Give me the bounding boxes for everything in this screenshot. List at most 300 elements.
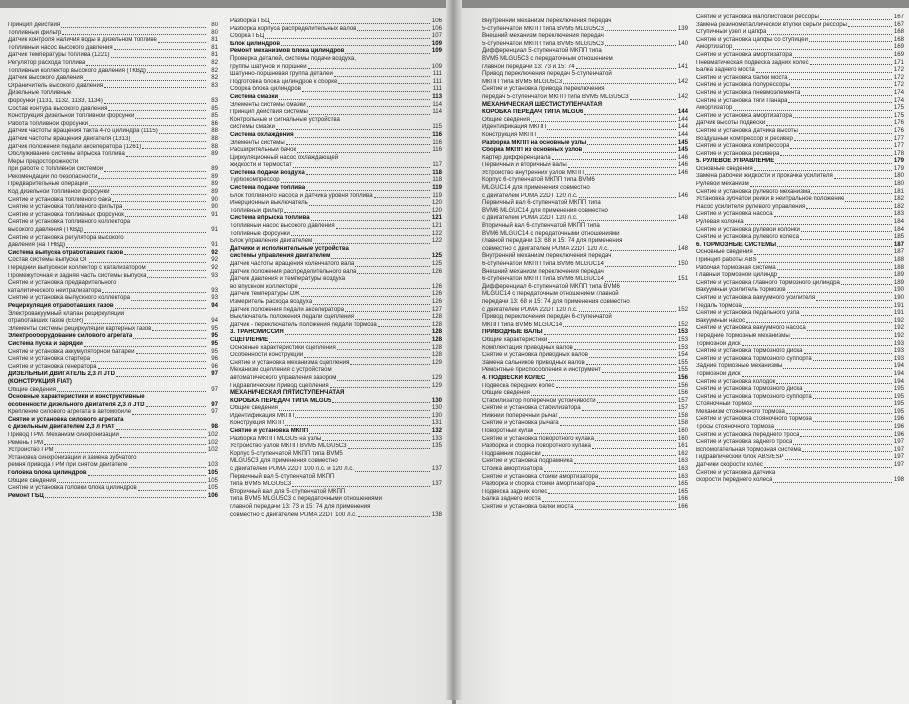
right-page-column-2 <box>696 14 904 704</box>
toc-page-number: 115 <box>432 124 442 131</box>
toc-entry-title: Передний выпускной коллектор с катализатором <box>8 265 146 271</box>
toc-entry-title: BVM6 MLGUC14 с передаточными отношениями <box>482 230 620 237</box>
toc-dot-leader <box>89 261 206 263</box>
toc-dot-leader <box>125 215 206 217</box>
toc-entry <box>482 345 688 353</box>
toc-entry <box>8 409 218 417</box>
toc-page-number: 178 <box>893 150 904 157</box>
toc-entry <box>696 371 904 379</box>
toc-entry-title: Снятие и установка регулятора высокого <box>8 234 124 241</box>
toc-page-number: 109 <box>431 48 442 55</box>
toc-dot-leader <box>534 432 675 434</box>
toc-dot-leader <box>563 325 676 327</box>
toc-dot-leader <box>322 439 430 441</box>
toc-dot-leader <box>597 401 676 403</box>
toc-dot-leader <box>574 462 676 464</box>
toc-dot-leader <box>758 261 892 263</box>
toc-page-number: 146 <box>677 154 688 161</box>
toc-entry-title: Конструкция МКПП <box>230 420 285 427</box>
toc-dot-leader <box>548 492 676 494</box>
toc-entry <box>696 219 904 227</box>
toc-page-number: 93 <box>211 295 218 302</box>
toc-entry <box>696 333 904 341</box>
toc-dot-leader <box>102 291 206 293</box>
toc-page-number: 129 <box>431 382 442 389</box>
toc-entry-title: Контрольные и сигнальные устройства <box>230 116 340 123</box>
toc-dot-leader <box>799 132 892 134</box>
toc-page-number: 187 <box>893 249 904 256</box>
toc-entry <box>230 337 442 345</box>
toc-dot-leader <box>357 272 430 274</box>
toc-dot-leader <box>337 348 430 350</box>
toc-entry <box>696 409 904 417</box>
toc-dot-leader <box>848 25 892 27</box>
toc-entry <box>8 174 218 182</box>
toc-page-number: 195 <box>893 401 904 408</box>
toc-entry-title: 6-ступенчатой МКПП типа BVM6 MLGUC14 <box>482 261 604 267</box>
toc-dot-leader <box>306 173 430 175</box>
toc-entry <box>696 136 904 144</box>
toc-page-number: 189 <box>893 272 904 279</box>
toc-entry-title: Циркуляционный насос охлаждающей <box>230 154 339 161</box>
toc-entry-title: Снятие и установка амортизатора <box>696 112 793 119</box>
toc-dot-leader <box>602 371 676 373</box>
toc-page-number: 174 <box>893 97 904 104</box>
toc-dot-leader <box>804 352 892 354</box>
toc-page-number: 127 <box>431 306 442 313</box>
toc-entry <box>8 379 218 387</box>
toc-page-number: 89 <box>211 189 218 196</box>
toc-dot-leader <box>790 147 891 149</box>
toc-entry <box>482 428 688 436</box>
toc-entry <box>696 265 904 273</box>
toc-dot-leader <box>845 200 892 202</box>
toc-entry <box>230 276 442 284</box>
toc-dot-leader <box>791 86 892 88</box>
toc-dot-leader <box>285 424 430 426</box>
toc-dot-leader <box>84 79 206 81</box>
toc-dot-leader <box>542 454 676 456</box>
toc-entry-title: Рекомендации по безопасности <box>8 173 98 180</box>
toc-entry <box>482 177 688 185</box>
toc-page-number: 153 <box>677 329 688 336</box>
toc-page-number: 184 <box>893 226 904 233</box>
toc-entry-title: Разборка МКПП MLGU5 на узлы <box>230 435 322 442</box>
toc-entry-title: Подрамник подвески <box>482 450 541 457</box>
toc-entry <box>482 215 688 223</box>
toc-page-number: 188 <box>893 257 904 263</box>
toc-dot-leader <box>605 44 676 46</box>
toc-entry-title: Замена сальников приводных валов <box>482 359 585 366</box>
toc-entry <box>482 208 688 216</box>
toc-entry <box>482 474 688 482</box>
toc-dot-leader <box>66 246 206 248</box>
toc-entry <box>230 512 442 520</box>
toc-dot-leader <box>131 299 206 301</box>
toc-page-number: 163 <box>677 458 688 465</box>
toc-entry-title: главной передачи 13: 73 и 15: 74 для применения <box>230 504 371 510</box>
toc-dot-leader <box>152 329 206 331</box>
toc-dot-leader <box>337 379 429 381</box>
toc-page-number: 176 <box>893 120 904 127</box>
toc-entry-title: Датчики скорости колес <box>696 462 763 469</box>
toc-page-number: 165 <box>677 481 688 488</box>
toc-entry-title: Насос усилителя рулевого управления <box>696 203 806 210</box>
toc-dot-leader <box>295 416 430 418</box>
toc-dot-leader <box>806 207 892 209</box>
toc-entry-title: Электрооборудование силового агрегата <box>8 333 133 340</box>
toc-entry <box>230 223 442 231</box>
toc-entry <box>230 413 442 421</box>
toc-entry <box>696 196 904 204</box>
toc-page-number: 158 <box>677 412 688 419</box>
toc-entry <box>230 147 442 155</box>
toc-entry-title: Общие сведения <box>8 477 56 484</box>
toc-entry-title: Снятие и установка аккумуляторной батареи <box>8 348 135 355</box>
toc-entry <box>482 314 688 322</box>
toc-entry-title: Основные сведения <box>696 165 753 172</box>
toc-dot-leader <box>775 428 892 430</box>
toc-entry <box>696 272 904 280</box>
toc-dot-leader <box>304 356 430 358</box>
toc-page-number: 81 <box>211 44 218 51</box>
toc-page-number: 179 <box>893 158 904 165</box>
toc-entry-title: Устройство ГРМ <box>8 447 54 454</box>
toc-page-number: 97 <box>211 386 218 393</box>
toc-dot-leader <box>62 33 206 35</box>
toc-entry <box>696 341 904 349</box>
toc-entry-title: Система выпуска отработавших газов <box>8 249 124 256</box>
toc-entry <box>482 79 688 87</box>
toc-entry <box>482 185 688 193</box>
toc-dot-leader <box>332 401 430 403</box>
toc-entry <box>230 56 442 64</box>
toc-page-number: 131 <box>431 420 442 427</box>
toc-dot-leader <box>548 341 676 343</box>
toc-entry <box>230 109 442 117</box>
toc-page-number: 111 <box>432 71 442 78</box>
toc-dot-leader <box>773 481 891 483</box>
toc-entry <box>230 261 442 269</box>
toc-page-number: 95 <box>211 340 218 347</box>
toc-entry <box>482 276 688 284</box>
toc-entry <box>8 204 218 212</box>
toc-dot-leader <box>147 269 206 271</box>
toc-entry <box>8 227 218 235</box>
toc-dot-leader <box>756 71 892 73</box>
toc-page-number: 83 <box>211 82 218 89</box>
toc-dot-leader <box>309 113 430 115</box>
toc-page-number: 197 <box>893 446 904 453</box>
toc-entry-title: КОРОБКА ПЕРЕДАЧ ТИПА MLGU5 <box>230 397 332 404</box>
toc-page-number: 91 <box>211 211 218 218</box>
toc-entry <box>482 291 688 299</box>
toc-entry <box>8 121 218 129</box>
toc-page-number: 122 <box>431 238 442 245</box>
toc-dot-leader <box>811 192 891 194</box>
toc-page-number: 145 <box>677 139 688 146</box>
toc-entry <box>8 90 218 98</box>
toc-dot-leader <box>138 489 206 491</box>
toc-page-number: 163 <box>677 466 688 473</box>
toc-page-number: 190 <box>893 287 904 294</box>
toc-entry-title: Снятие и установка рулевой колонки <box>696 226 800 233</box>
toc-entry-title: Балка заднего моста <box>482 496 541 503</box>
toc-page-number: 195 <box>893 393 904 400</box>
toc-entry <box>482 162 688 170</box>
toc-entry <box>8 326 218 334</box>
toc-page-number: 81 <box>211 52 218 59</box>
toc-dot-leader <box>791 337 892 339</box>
toc-page-number: 94 <box>211 302 218 309</box>
toc-entry <box>8 219 218 227</box>
toc-entry <box>230 496 442 504</box>
toc-dot-leader <box>135 117 206 119</box>
toc-page-number: 152 <box>677 321 688 328</box>
toc-entry <box>8 128 218 136</box>
toc-entry-title: Датчик положения педали акселератора (1261) <box>8 143 142 150</box>
toc-entry-title: 6-ступенчатой МКПП типа BVM6 MLGUC14 <box>482 276 604 283</box>
toc-dot-leader <box>330 386 430 388</box>
toc-dot-leader <box>583 151 676 153</box>
toc-entry <box>8 394 218 402</box>
toc-page-number: 142 <box>677 78 688 85</box>
toc-entry-title: при работе с топливной системой <box>8 166 104 173</box>
toc-entry-title: Вспомогательная тормозная система <box>696 446 802 453</box>
toc-entry-title: Внутренний механизм переключения передач <box>482 18 612 24</box>
toc-page-number: 126 <box>431 291 442 298</box>
toc-page-number: 152 <box>677 306 688 313</box>
toc-dot-leader <box>793 116 892 118</box>
toc-page-number: 96 <box>211 363 218 370</box>
toc-entry-title: Гидравлический привод сцепления <box>230 382 329 389</box>
toc-entry-title: Снятие и установка вакуумного насоса <box>696 325 806 332</box>
toc-entry-title: 4. ПОДВЕСКИ КОЛЕС <box>482 374 546 381</box>
toc-dot-leader <box>579 310 676 312</box>
toc-page-number: 126 <box>431 268 442 275</box>
toc-dot-leader <box>313 242 430 244</box>
toc-entry-title: Внешний механизм переключения передач <box>482 33 604 40</box>
toc-entry-title: ремня привода ГРМ при снятом двигателе <box>8 462 128 469</box>
toc-entry <box>696 462 904 470</box>
toc-page-number: 151 <box>677 276 688 283</box>
toc-entry-title: Предварительные операции <box>8 181 88 188</box>
toc-entry <box>8 333 218 341</box>
toc-page-number: 188 <box>893 264 904 271</box>
toc-entry <box>8 478 218 486</box>
toc-page-number: 192 <box>893 317 904 324</box>
toc-entry <box>230 155 442 163</box>
toc-entry <box>230 458 442 466</box>
toc-page-number: 169 <box>893 44 904 51</box>
toc-dot-leader <box>89 124 206 126</box>
toc-entry-title: Привод переключения передач 5-ступенчатой <box>482 71 612 78</box>
toc-dot-leader <box>293 166 430 168</box>
toc-page-number: 93 <box>211 272 218 279</box>
toc-entry <box>230 18 442 26</box>
toc-entry-title: Снятие и установка педального узла <box>696 310 800 317</box>
toc-entry-title: Система смазки <box>230 93 279 100</box>
toc-page-number: 129 <box>431 374 442 381</box>
toc-entry-title: Установка зубчатой рейки в нейтральное положение <box>696 196 845 203</box>
toc-entry-title: Основные характеристики и конструктивные <box>8 394 145 401</box>
toc-dot-leader <box>61 26 206 28</box>
toc-page-number: 190 <box>893 294 904 301</box>
toc-dot-leader <box>115 307 206 309</box>
toc-entry <box>8 440 218 448</box>
toc-entry-title: Общие характеристики <box>482 336 548 343</box>
toc-entry <box>696 22 904 30</box>
toc-page-number: 85 <box>211 113 218 120</box>
toc-dot-leader <box>142 147 206 149</box>
toc-page-number: 113 <box>432 93 442 100</box>
toc-page-number: 82 <box>211 75 218 82</box>
toc-entry-title: Система пуска и зарядки <box>8 340 83 347</box>
toc-page-number: 139 <box>677 25 688 32</box>
toc-dot-leader <box>576 67 676 69</box>
toc-entry <box>696 242 904 250</box>
toc-page-number: 118 <box>432 177 442 184</box>
toc-entry <box>230 86 442 94</box>
toc-dot-leader <box>775 162 892 164</box>
toc-entry <box>230 64 442 72</box>
toc-entry-title: BVM5 MLGU5C3 с передаточным отношением <box>482 55 613 62</box>
toc-entry <box>696 470 904 478</box>
toc-entry-title: Меры предосторожности <box>8 158 79 165</box>
toc-dot-leader <box>297 151 430 153</box>
toc-dot-leader <box>116 428 206 430</box>
toc-entry <box>482 405 688 413</box>
toc-entry <box>8 136 218 144</box>
toc-entry <box>8 37 218 45</box>
toc-entry-title: BVM6 MLGUC14 для применения совместно <box>482 207 608 214</box>
toc-page-number: 126 <box>431 283 442 290</box>
toc-page-number: 176 <box>893 127 904 134</box>
toc-page-number: 150 <box>677 261 688 267</box>
toc-entry-title: Ремонт ГБЦ <box>8 492 44 499</box>
toc-entry-title: Амортизатор <box>696 105 733 112</box>
toc-entry <box>482 140 688 148</box>
toc-entry-title: Шатунно-поршневая группа деталей <box>230 71 333 78</box>
toc-entry-title: Разборка МКПП на основные узлы <box>482 139 587 146</box>
toc-entry-title: Снятие и установка силового агрегата <box>8 416 124 423</box>
toc-dot-leader <box>89 185 206 187</box>
toc-entry-title: Топливный насос высокого давления <box>230 223 335 230</box>
toc-page-number: 175 <box>893 112 904 119</box>
toc-entry <box>696 280 904 288</box>
toc-page-number: 89 <box>211 181 218 188</box>
toc-page-number: 146 <box>677 192 688 199</box>
toc-page-number: 184 <box>893 219 904 226</box>
toc-entry <box>482 102 688 110</box>
toc-entry <box>8 113 218 121</box>
toc-entry <box>230 132 442 140</box>
toc-page-number: 197 <box>893 439 904 446</box>
toc-dot-leader <box>131 140 206 142</box>
toc-dot-leader <box>574 348 676 350</box>
toc-entry-title: главной передачи 13: 68 и 15: 74 для применения <box>482 238 623 245</box>
toc-entry-title: Сборка МКПП из основных узлов <box>482 147 583 154</box>
toc-page-number: 146 <box>677 162 688 169</box>
toc-entry <box>696 82 904 90</box>
toc-dot-leader <box>793 443 892 445</box>
toc-entry-title: Общие сведения <box>8 386 56 393</box>
toc-entry <box>230 238 442 246</box>
toc-page-number: 88 <box>211 143 218 150</box>
toc-entry-title: Тормозной диск <box>696 340 741 347</box>
toc-entry <box>696 151 904 159</box>
toc-entry-title: во впускном коллекторе <box>230 283 298 290</box>
toc-entry <box>8 455 218 463</box>
toc-entry-title: Датчик частоты вращения двигателя (1313) <box>8 135 131 142</box>
toc-entry <box>230 428 442 436</box>
toc-page-number: 156 <box>677 390 688 397</box>
toc-page-number: 89 <box>211 151 218 158</box>
toc-dot-leader <box>44 443 206 445</box>
toc-entry-title: давления (на ТНВД) <box>8 242 65 249</box>
toc-entry-title: Снятие и установка амортизатора <box>696 51 793 58</box>
toc-entry <box>8 106 218 114</box>
toc-dot-leader <box>307 105 430 107</box>
toc-dot-leader <box>595 439 676 441</box>
toc-entry <box>696 439 904 447</box>
toc-page-number: 121 <box>431 215 442 222</box>
toc-entry-title: Стойка амортизатора <box>482 466 543 473</box>
toc-dot-leader <box>355 265 430 267</box>
toc-entry-title: типа BVM5 MLGU5C3 <box>230 481 292 488</box>
toc-entry-title: отработавших газов (EGR) <box>8 318 84 325</box>
toc-entry <box>696 113 904 121</box>
toc-page-number: 144 <box>677 116 688 123</box>
toc-entry <box>696 356 904 364</box>
toc-dot-leader <box>338 82 430 84</box>
toc-entry <box>230 26 442 34</box>
toc-entry <box>696 173 904 181</box>
toc-dot-leader <box>345 310 430 312</box>
toc-entry-title: Блок цилиндров <box>230 40 281 47</box>
toc-page-number: 153 <box>677 344 688 351</box>
toc-entry-title: Снятие и установка тормозного суппорта <box>696 393 812 400</box>
toc-page-number: 103 <box>207 462 218 469</box>
toc-entry-title: с двигателем PUMA 22DT 120 л.с. <box>482 215 578 222</box>
toc-entry-title: Снятие и установка датчика <box>696 469 776 476</box>
toc-page-number: 89 <box>211 166 218 173</box>
toc-entry-title: СЦЕПЛЕНИЕ <box>230 336 269 343</box>
toc-entry-title: МЕХАНИЧЕСКАЯ ПЯТИСТУПЕНЧАТАЯ <box>230 390 345 397</box>
toc-entry-title: скорости переднего колеса <box>696 477 773 484</box>
toc-entry-title: Снятие и установка колодок <box>696 378 776 385</box>
toc-entry-title: Снятие и установка полурессоры <box>696 82 790 89</box>
toc-page-number: 93 <box>211 287 218 294</box>
toc-entry <box>8 212 218 220</box>
toc-dot-leader <box>813 359 892 361</box>
toc-dot-leader <box>281 44 430 46</box>
toc-entry-title: Датчик температуры топлива (1221) <box>8 52 110 59</box>
toc-entry <box>8 311 218 319</box>
toc-page-number: 116 <box>432 131 442 138</box>
toc-entry <box>482 413 688 421</box>
toc-entry-title: Дизельные топливные <box>8 90 72 97</box>
toc-entry <box>482 420 688 428</box>
toc-dot-leader <box>159 132 206 134</box>
toc-entry <box>8 417 218 425</box>
toc-entry-title: Снятие и установка тормозного суппорта <box>696 355 812 362</box>
toc-entry <box>230 215 442 223</box>
toc-entry <box>696 386 904 394</box>
toc-dot-leader <box>309 204 430 206</box>
toc-entry <box>482 322 688 330</box>
toc-page-number: 125 <box>431 261 442 267</box>
